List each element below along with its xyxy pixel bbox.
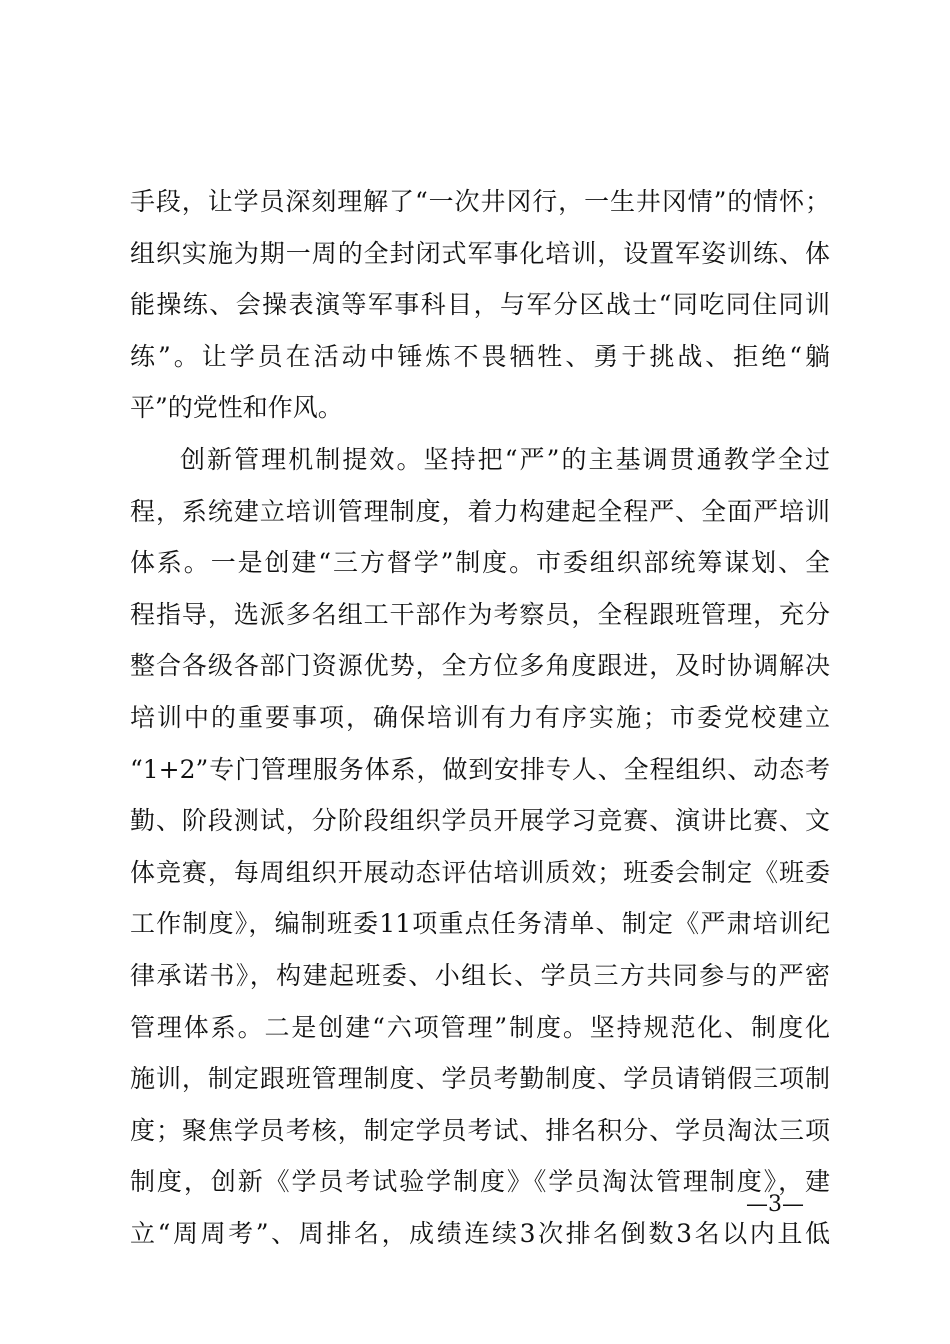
text-line-15: 工作制度》，编制班委11项重点任务清单、制定《严肃培训纪	[130, 909, 830, 939]
text-line-19: 度；聚焦学员考核，制定学员考试、排名积分、学员淘汰三项	[130, 1115, 830, 1145]
text-line-10: 整合各级各部门资源优势，全方位多角度跟进，及时协调解决	[130, 651, 830, 681]
text-line-17: 管理体系。二是创建“六项管理”制度。坚持规范化、制度化	[130, 1012, 830, 1042]
paragraph-heading-line: 创新管理机制提效。坚持把“严”的主基调贯通教学全过	[180, 444, 830, 474]
text-line-3: 能操练、会操表演等军事科目，与军分区战士“同吃同住同训	[130, 290, 830, 320]
text-line-16: 律承诺书》，构建起班委、小组长、学员三方共同参与的严密	[130, 960, 830, 990]
text-line-12: “1+2”专门管理服务体系，做到安排专人、全程组织、动态考	[130, 754, 830, 784]
text-line-20: 制度，创新《学员考试验学制度》《学员淘汰管理制度》，建	[130, 1167, 830, 1197]
text-line-13: 勤、阶段测试，分阶段组织学员开展学习竞赛、演讲比赛、文	[130, 806, 830, 836]
text-line-9: 程指导，选派多名组工干部作为考察员，全程跟班管理，充分	[130, 599, 830, 629]
body-text	[130, 176, 830, 1259]
page-number: —3—	[746, 1192, 804, 1217]
text-line-14: 体竞赛，每周组织开展动态评估培训质效；班委会制定《班委	[130, 857, 830, 887]
text-line-21: 立“周周考”、周排名，成绩连续3次排名倒数3名以内且低	[130, 1218, 830, 1248]
text-line-18: 施训，制定跟班管理制度、学员考勤制度、学员请销假三项制	[130, 1064, 830, 1094]
text-line-1: 手段，让学员深刻理解了“一次井冈行，一生井冈情”的情怀；	[130, 187, 830, 216]
text-line-11: 培训中的重要事项，确保培训有力有序实施；市委党校建立	[130, 702, 830, 732]
text-line-2: 组织实施为期一周的全封闭式军事化培训，设置军姿训练、体	[130, 238, 830, 268]
text-line-8: 体系。一是创建“三方督学”制度。市委组织部统筹谋划、全	[130, 548, 830, 578]
text-line-5: 平”的党性和作风。	[130, 393, 343, 423]
text-line-7: 程，系统建立培训管理制度，着力构建起全程严、全面严培训	[130, 496, 830, 526]
text-line-4: 练”。让学员在活动中锤炼不畏牺牲、勇于挑战、拒绝“躺	[130, 341, 830, 371]
